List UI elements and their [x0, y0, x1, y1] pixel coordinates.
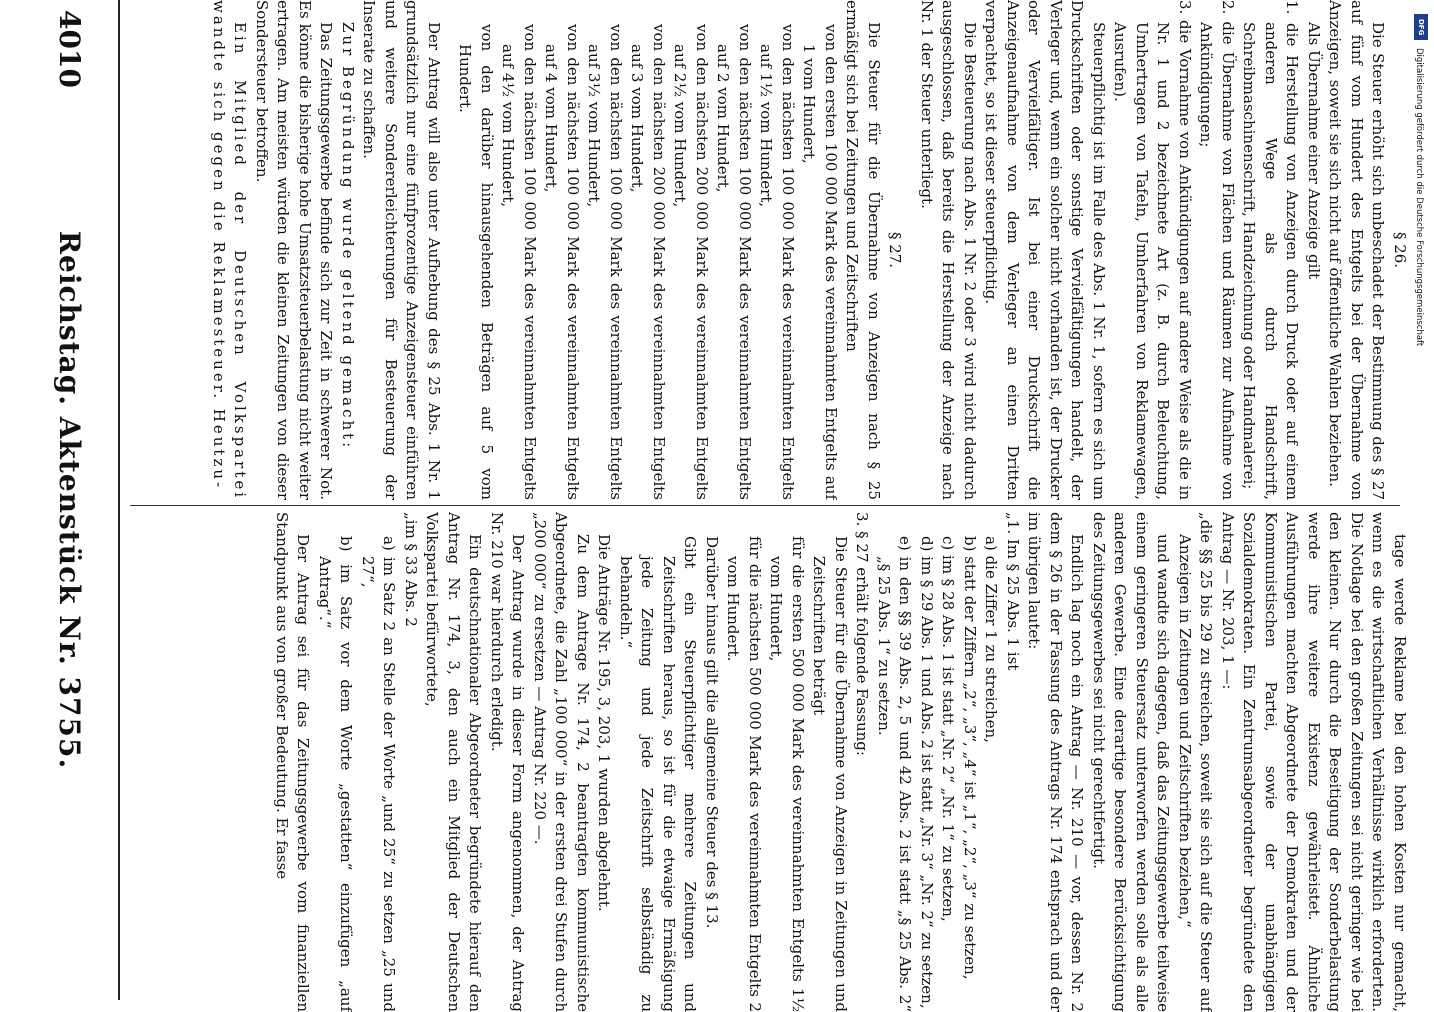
- left-column-paragraph: 1. die Herstellung von Anzeigen durch Druck oder auf einem anderen Wege als durch Handschrift, Schreibmaschinenschrift, Handzeichnung oder Handmalerei;: [1240, 0, 1302, 500]
- left-column-paragraph: Steuerpflichtig ist im Falle des Abs. 1 Nr. 1, sofern es sich um Druckschriften oder sonstige Vervielfältigungen handelt, der Verleger und, wenn ein solcher nicht vorhanden ist, der Drucker oder Vervielfältiger. Ist bei einer Druckschrift die Anzeigenaufnahme von dem Verleger an einen Dritten verpachtet, so ist dieser steuerpflichtig.: [982, 0, 1108, 500]
- right-column-paragraph: „1. Im § 25 Abs. 1 ist: [1004, 512, 1022, 671]
- digitization-sidebar: [1410, 8, 1432, 992]
- page-number: 4010: [53, 10, 86, 88]
- right-column-paragraph: Gibt ein Steuerpflichtiger mehrere Zeitungen und Zeitschriften heraus, so ist für die etwaige Ermäßigung jede Zeitung und jede Zeitschrift selbständig zu behandeln.“: [617, 536, 700, 1012]
- left-column-paragraph: Die Besteuerung nach Abs. 1 Nr. 2 oder 3 wird nicht dadurch ausgeschlossen, daß bereits die Herstellung der Anzeige nach Nr. 1 der Steuer unterliegt.: [918, 0, 979, 500]
- left-column-paragraph: Zur Begründung wurde geltend gemacht:: [339, 22, 357, 451]
- left-column: [130, 0, 1410, 500]
- right-column-paragraph: Der Antrag wurde in dieser Form angenommen, der Antrag Nr. 210 war hierdurch erledigt.: [488, 512, 528, 1012]
- right-column-paragraph: Darüber hinaus gilt die allgemeine Steuer des § 13.: [703, 536, 721, 929]
- left-column-paragraph: 3. die Vornahme von Ankündigungen auf andere Weise als die in Nr. 1 und 2 bezeichnete Art (z. B. durch Beleuchtung, Umhertragen von Tafeln, Umherfahren von Reklamewagen, Ausrufen).: [1111, 0, 1194, 500]
- left-column-paragraph: von den ersten 100 000 Mark des vereinnahmten Entgelts auf 1 vom Hundert,: [800, 24, 840, 500]
- right-column-paragraph: a) die Ziffer 1 zu streichen,: [982, 536, 1001, 743]
- left-column-paragraph: [444, 0, 454, 500]
- column-divider: [130, 505, 1400, 506]
- left-column-paragraph: von den nächsten 200 000 Mark des vereinnahmten Entgelts auf 3 vom Hundert,: [628, 24, 668, 500]
- right-column-paragraph: b) statt der Ziffern „2“, „3“, „4“ ist „1“, „2“, „3“ zu setzen,: [961, 536, 979, 980]
- left-column-paragraph: von den nächsten 100 000 Mark des vereinnahmten Entgelts auf 4 vom Hundert,: [542, 24, 582, 500]
- right-column-paragraph: Ein deutschnationaler Abgeordneter begründete hierauf den Antrag Nr. 174, 3, den auch ein Mitglied der Deutschen Volkspartei befürwortete,: [423, 512, 485, 1012]
- left-column-paragraph: von den nächsten 100 000 Mark des vereinnahmten Entgelts auf 1½ vom Hundert,: [757, 24, 797, 500]
- right-column-paragraph: Der Antrag sei für das Zeitungsgewerbe vom finanziellen Standpunkt aus von großer Bedeutung. Er fasse: [273, 512, 313, 1012]
- dfg-logo: DFG: [1414, 14, 1428, 40]
- left-column-paragraph: von den nächsten 100 000 Mark des vereinnahmten Entgelts auf 3½ vom Hundert,: [585, 24, 625, 500]
- right-column-paragraph: „die §§ 25 bis 29 zu streichen, soweit sie sich auf die Steuer auf Anzeigen in Zeitungen und Zeitschriften beziehen,“: [1176, 512, 1216, 1012]
- left-column-paragraph: von den nächsten 100 000 Mark des vereinnahmten Entgelts auf 2 vom Hundert,: [714, 24, 754, 500]
- left-column-paragraph: von den nächsten 200 000 Mark des vereinnahmten Entgelts auf 2½ vom Hundert,: [671, 24, 711, 500]
- left-column-paragraph: von den darüber hinausgehenden Beträgen auf 5 vom Hundert.: [456, 24, 496, 500]
- right-column-paragraph: für die nächsten 500 000 Mark des vereinnahmten Entgelts 2 vom Hundert.: [724, 536, 764, 1012]
- page-title: Reichstag. Aktenstück Nr. 3755.: [53, 230, 86, 770]
- left-column-paragraph: Als Übernahme einer Anzeige gilt: [1305, 22, 1323, 280]
- right-column-paragraph: Endlich lag noch ein Antrag — Nr. 210 — vor, dessen Nr. 2 dem § 26 in der Fassung des Antrags Nr. 174 entsprach und der im übrigen lautet:: [1025, 512, 1087, 1012]
- right-column-paragraph: 3. § 27 erhält folgende Fassung:: [853, 512, 872, 756]
- left-column-paragraph: Die Steuer erhöht sich unbeschadet der Bestimmung des § 27 auf fünf vom Hundert des Entgelts bei der Übernahme von Anzeigen, soweit sie sich nicht auf öffentliche Wahlen beziehen.: [1326, 0, 1388, 500]
- right-column-paragraph: Zu dem Antrage Nr. 174, 2 beantragten kommunistische Abgeordnete, die Zahl „100 000“ in der ersten drei Stufen durch „200 000“ zu ersetzen — Antrag Nr. 220 —.: [531, 512, 592, 1012]
- left-column-paragraph: 2. die Übernahme von Flächen und Räumen zur Aufnahme von Ankündigungen;: [1197, 0, 1237, 500]
- right-column-paragraph: tage werde Reklame bei den hohen Kosten nur gemacht, wenn es die wirtschaftlichen Verhältnisse wirklich erforderten. Die Notlage bei den großen Zeitungen sei nicht geringer wie bei den kleinen. Nur durch die Beseitigung der Sonderbelastung werde ihre weitere Existenz gewährleistet. Ähnliche Ausführungen machten Abgeordnete der Demokraten und der Kommunistischen Partei, sowie der unabhängigen Sozialdemokraten. Ein Zentrumsabgeordneter begründete den Antrag — Nr. 203, 1 —:: [1219, 512, 1409, 1012]
- header-rule: [118, 0, 120, 1000]
- page-header: [38, 0, 98, 1000]
- right-column-paragraph: Die Steuer für die Übernahme von Anzeigen in Zeitungen und Zeitschriften beträgt: [810, 536, 850, 1012]
- right-column-paragraph: Die Anträge Nr. 195, 3, 203, 1 wurden abgelehnt.: [595, 534, 614, 912]
- right-column-paragraph: a) im Satz 2 an Stelle der Worte „und 25“ zu setzen „25 und 27“,: [359, 536, 399, 1012]
- right-column-paragraph: c) im § 28 Abs. 1 ist statt „Nr. 2“ „Nr. 1“ zu setzen,: [939, 536, 958, 922]
- left-column-paragraph: Das Zeitungsgewerbe befinde sich zur Zeit in schwerer Not. Es könne die bisherige hohe Umsatzsteuerbelastung nicht weiter ertragen. Am meisten würden die kleinen Zeitungen von dieser Sondersteuer betroffen.: [253, 0, 336, 500]
- right-column: [130, 512, 1410, 1012]
- right-column-paragraph: für die ersten 500 000 Mark des vereinnahmten Entgelts 1½ vom Hundert,: [767, 536, 807, 1012]
- left-column-paragraph: § 27.: [886, 231, 905, 269]
- left-column-paragraph: Der Antrag will also unter Aufhebung des § 25 Abs. 1 Nr. 1 grundsätzlich nur eine fünfprozentige Anzeigensteuer einführen und weitere Sondererleichterungen für Besteuerung der Inserate zu schaffen.: [360, 0, 443, 500]
- right-column-paragraph: d) im § 29 Abs. 1 und Abs. 2 ist statt „Nr. 3“ „Nr. 2“ zu setzen,: [918, 536, 936, 1009]
- left-column-paragraph: von den nächsten 100 000 Mark des vereinnahmten Entgelts auf 4½ vom Hundert,: [499, 24, 539, 500]
- left-column-paragraph: Die Steuer für die Übernahme von Anzeigen nach § 25 ermäßigt sich bei Zeitungen und Zeitschriften: [843, 0, 883, 500]
- left-column-paragraph: § 26.: [1391, 231, 1409, 269]
- right-column-paragraph: und wandte sich dagegen, daß das Zeitungsgewerbe teilweise einem geringeren Steuersatz unterworfen werden solle als alle anderen Gewerbe. Eine derartige besondere Berücksichtigung des Zeitungsgewerbes sei nicht gerechtfertigt.: [1090, 512, 1173, 1012]
- digitization-credit: Digitalisierung gefördert durch die Deutsche Forschungsgemeinschaft: [1414, 48, 1424, 347]
- left-column-paragraph: Ein Mitglied der Deutschen Volkspartei wandte sich gegen die Reklamesteuer. Heutzu-: [210, 0, 250, 500]
- right-column-paragraph: b) im Satz vor dem Worte „gestatten“ einzufügen „auf Antrag“.“: [316, 536, 356, 1012]
- right-column-paragraph: e) in den §§ 39 Abs. 2, 5 und 42 Abs. 2 ist statt „§ 25 Abs. 2“ „§ 25 Abs. 1“ zu setzen.: [875, 536, 915, 1012]
- right-column-paragraph: „im § 33 Abs. 2: [402, 512, 420, 627]
- left-column-paragraph: [906, 0, 916, 500]
